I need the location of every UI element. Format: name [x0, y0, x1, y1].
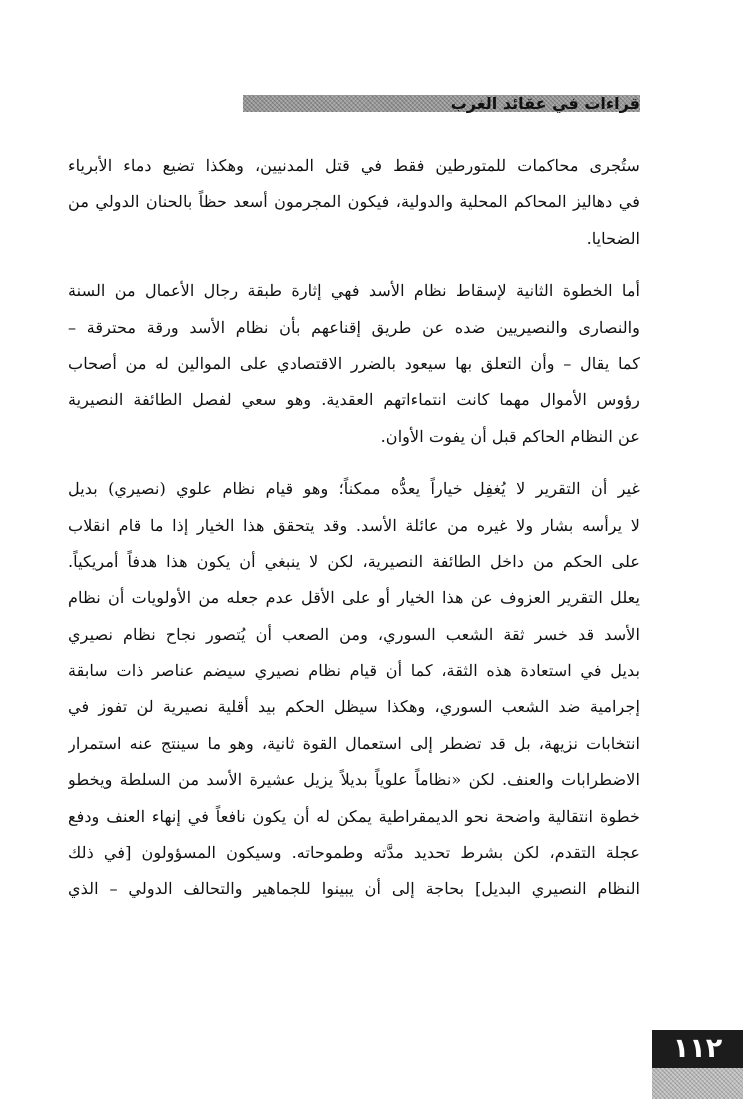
text-line: غير أن التقرير لا يُغفِل خياراً يعدُّه ممكناً؛ وهو قيام نظام علوي (نصيري) بديل	[68, 479, 640, 499]
paragraph-3	[68, 471, 640, 908]
text-line: الأسد قد خسر ثقة الشعب السوري، ومن الصعب أن يُتصور نجاح نظام نصيري	[68, 624, 640, 644]
text-line: النظام النصيري البديل] بحاجة إلى أن يبينوا للجماهير والتحالف الدولي – الذي	[68, 879, 640, 899]
text-line: إجرامية ضد الشعب السوري، وهكذا سيظل الحكم بيد أقلية نصيرية لن تفوز في	[68, 697, 640, 717]
text-line: أما الخطوة الثانية لإسقاط نظام الأسد فهي إثارة طبقة رجال الأعمال من السنة	[68, 281, 640, 301]
paragraph-1	[68, 148, 640, 257]
text-line: انتخابات نزيهة، بل قد تضطر إلى استعمال القوة ثانية، وهو ما سينتج عنه استمرار	[68, 733, 640, 753]
text-line: يعلل التقرير العزوف عن هذا الخيار أو على الأقل عدم جعله من الأولويات أن نظام	[68, 588, 640, 608]
text-line: والنصارى والنصيريين ضده عن طريق إقناعهم بأن نظام الأسد ورقة محترقة –	[68, 317, 640, 337]
text-line: رؤوس الأموال مهما كانت انتماءاتهم العقدية. وهو سعي لفصل الطائفة النصيرية	[68, 390, 640, 410]
body-text	[68, 148, 640, 908]
paragraph-spacer	[68, 455, 640, 471]
text-line: عن النظام الحاكم قبل أن يفوت الأوان.	[380, 426, 640, 446]
header-title: قراءات في عقائد الغرب	[450, 94, 640, 113]
text-line: عجلة التقدم، لكن بشرط تحديد مدَّته وطموحاته. وسيكون المسؤولون [في ذلك	[68, 843, 640, 863]
text-line: كما يقال – وأن التعلق بها سيعود بالضرر الاقتصادي على الموالين له من أصحاب	[68, 353, 640, 373]
paragraph-spacer	[68, 257, 640, 273]
page-number-box	[652, 1030, 743, 1099]
running-header	[68, 92, 640, 116]
text-line: الاضطرابات والعنف. لكن «نظاماً علوياً بديلاً يزيل عشيرة الأسد من السلطة ويخطو	[68, 770, 640, 790]
text-line: على الحكم من داخل الطائفة النصيرية، لكن لا ينبغي أن يكون هذا هدفاً أمريكياً.	[68, 551, 640, 571]
text-line: بديل في استعادة هذه الثقة، كما أن قيام نظام نصيري سيضم عناصر ذات سابقة	[68, 661, 640, 681]
paragraph-2	[68, 273, 640, 455]
text-line: في دهاليز المحاكم المحلية والدولية، فيكون المجرمون أسعد حظاً بالحنان الدولي من	[68, 192, 640, 212]
text-line: الضحايا.	[586, 228, 640, 248]
text-line: ستُجرى محاكمات للمتورطين فقط في قتل المدنيين، وهكذا تضيع دماء الأبرياء	[68, 156, 640, 175]
text-line: خطوة انتقالية واضحة نحو الديمقراطية يمكن له أن يكون نافعاً في إنهاء العنف ودفع	[68, 806, 640, 826]
page-number: ١١٢	[652, 1030, 743, 1068]
text-line: لا يرأسه بشار ولا غيره من عائلة الأسد. وقد يتحقق هذا الخيار إذا ما قام انقلاب	[68, 515, 640, 535]
